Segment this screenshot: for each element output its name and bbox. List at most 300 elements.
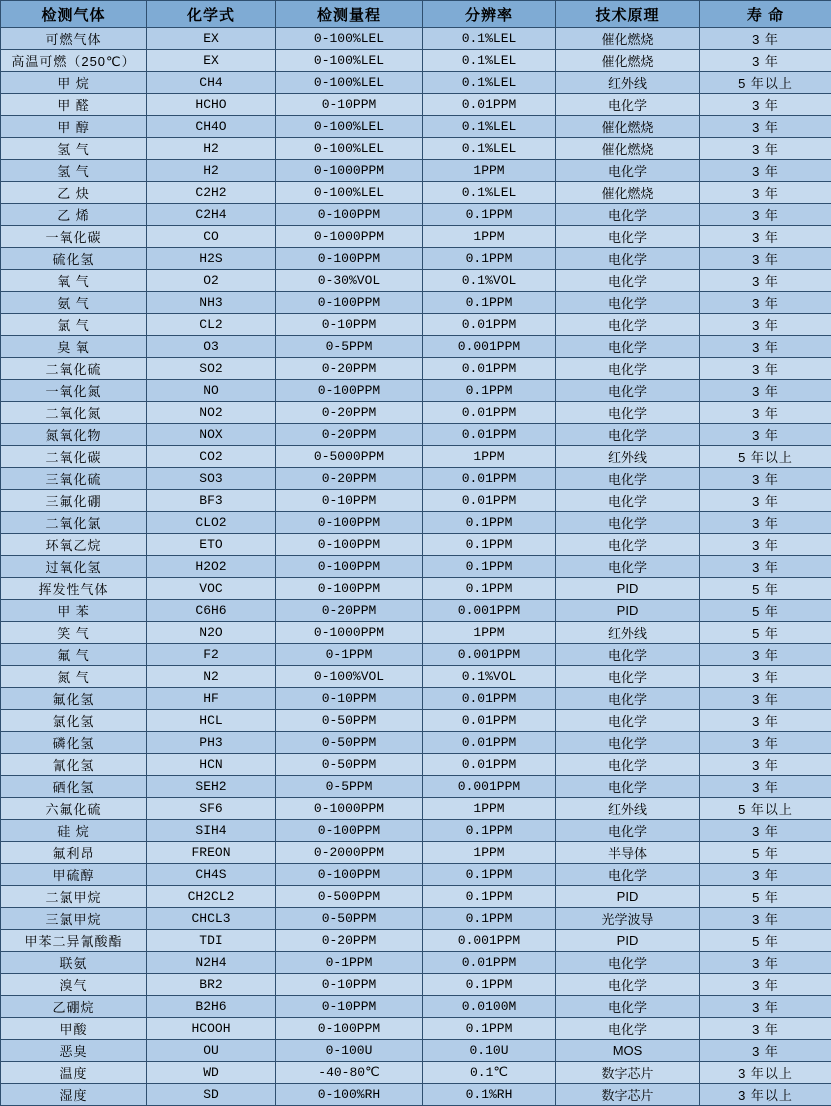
cell-resolution: 0.1PPM (423, 534, 556, 556)
table-row (1, 72, 831, 94)
table-body (1, 28, 831, 1106)
cell-range: 0-1PPM (276, 952, 423, 974)
cell-range: 0-20PPM (276, 402, 423, 424)
cell-principle: MOS (556, 1040, 700, 1062)
cell-lifetime: 5 年以上 (700, 446, 831, 468)
table-row (1, 314, 831, 336)
cell-gas: 溴气 (1, 974, 147, 996)
cell-gas: 氢 气 (1, 138, 147, 160)
cell-principle: 电化学 (556, 974, 700, 996)
cell-principle: 红外线 (556, 446, 700, 468)
cell-lifetime: 3 年 (700, 908, 831, 930)
cell-formula: CH4S (147, 864, 276, 886)
cell-formula: C2H2 (147, 182, 276, 204)
cell-formula: H2S (147, 248, 276, 270)
cell-lifetime: 3 年 (700, 270, 831, 292)
cell-range: 0-100%LEL (276, 116, 423, 138)
cell-gas: 二氧化氯 (1, 512, 147, 534)
table-row (1, 710, 831, 732)
cell-lifetime: 3 年 (700, 974, 831, 996)
table-row (1, 842, 831, 864)
cell-formula: HCL (147, 710, 276, 732)
table-row (1, 424, 831, 446)
cell-resolution: 0.1%LEL (423, 138, 556, 160)
cell-formula: B2H6 (147, 996, 276, 1018)
cell-principle: 电化学 (556, 952, 700, 974)
cell-range: 0-100%LEL (276, 138, 423, 160)
cell-formula: WD (147, 1062, 276, 1084)
cell-principle: 电化学 (556, 996, 700, 1018)
cell-gas: 氢 气 (1, 160, 147, 182)
cell-formula: SO3 (147, 468, 276, 490)
cell-formula: CH2CL2 (147, 886, 276, 908)
cell-gas: 甲硫醇 (1, 864, 147, 886)
cell-range: 0-100PPM (276, 248, 423, 270)
cell-gas: 三氟化硼 (1, 490, 147, 512)
cell-resolution: 0.1%LEL (423, 50, 556, 72)
cell-range: 0-10PPM (276, 974, 423, 996)
cell-gas: 笑 气 (1, 622, 147, 644)
cell-gas: 甲 烷 (1, 72, 147, 94)
cell-lifetime: 3 年 (700, 402, 831, 424)
cell-lifetime: 3 年 (700, 380, 831, 402)
cell-gas: 六氟化硫 (1, 798, 147, 820)
cell-range: 0-5000PPM (276, 446, 423, 468)
cell-resolution: 0.001PPM (423, 776, 556, 798)
cell-lifetime: 3 年 (700, 952, 831, 974)
cell-resolution: 0.1%LEL (423, 72, 556, 94)
cell-gas: 硅 烷 (1, 820, 147, 842)
cell-gas: 臭 氧 (1, 336, 147, 358)
cell-formula: CH4O (147, 116, 276, 138)
table-row (1, 28, 831, 50)
cell-gas: 甲 苯 (1, 600, 147, 622)
cell-resolution: 1PPM (423, 226, 556, 248)
cell-formula: SF6 (147, 798, 276, 820)
table-row (1, 1040, 831, 1062)
cell-range: 0-2000PPM (276, 842, 423, 864)
cell-gas: 氨 气 (1, 292, 147, 314)
cell-principle: 电化学 (556, 94, 700, 116)
cell-principle: 电化学 (556, 160, 700, 182)
cell-formula: SEH2 (147, 776, 276, 798)
cell-resolution: 0.1PPM (423, 864, 556, 886)
cell-formula: H2O2 (147, 556, 276, 578)
cell-gas: 二氯甲烷 (1, 886, 147, 908)
table-header (1, 1, 831, 28)
cell-gas: 恶臭 (1, 1040, 147, 1062)
cell-range: 0-100PPM (276, 556, 423, 578)
table-row (1, 644, 831, 666)
cell-formula: NOX (147, 424, 276, 446)
cell-lifetime: 3 年 (700, 314, 831, 336)
table-row (1, 622, 831, 644)
cell-lifetime: 5 年以上 (700, 72, 831, 94)
cell-formula: C6H6 (147, 600, 276, 622)
cell-formula: NH3 (147, 292, 276, 314)
cell-principle: 电化学 (556, 864, 700, 886)
cell-formula: C2H4 (147, 204, 276, 226)
cell-gas: 高温可燃（250℃） (1, 50, 147, 72)
table-row (1, 776, 831, 798)
cell-resolution: 0.01PPM (423, 314, 556, 336)
cell-formula: ETO (147, 534, 276, 556)
cell-range: 0-50PPM (276, 754, 423, 776)
cell-principle: PID (556, 600, 700, 622)
cell-range: 0-20PPM (276, 424, 423, 446)
cell-principle: 光学波导 (556, 908, 700, 930)
table-row (1, 974, 831, 996)
cell-gas: 甲苯二异氰酸酯 (1, 930, 147, 952)
cell-principle: PID (556, 930, 700, 952)
cell-formula: F2 (147, 644, 276, 666)
cell-resolution: 0.01PPM (423, 688, 556, 710)
cell-formula: VOC (147, 578, 276, 600)
table-row (1, 666, 831, 688)
cell-resolution: 0.10U (423, 1040, 556, 1062)
cell-formula: BF3 (147, 490, 276, 512)
cell-principle: 电化学 (556, 402, 700, 424)
cell-formula: EX (147, 28, 276, 50)
cell-range: 0-50PPM (276, 908, 423, 930)
cell-resolution: 0.1PPM (423, 248, 556, 270)
table-row (1, 556, 831, 578)
cell-lifetime: 3 年 (700, 248, 831, 270)
cell-principle: 半导体 (556, 842, 700, 864)
table-row (1, 226, 831, 248)
table-row (1, 952, 831, 974)
cell-resolution: 0.1PPM (423, 380, 556, 402)
cell-resolution: 0.1%RH (423, 1084, 556, 1106)
cell-formula: CLO2 (147, 512, 276, 534)
cell-lifetime: 3 年 (700, 94, 831, 116)
cell-formula: N2O (147, 622, 276, 644)
cell-lifetime: 3 年 (700, 710, 831, 732)
cell-lifetime: 5 年以上 (700, 798, 831, 820)
cell-range: 0-100%LEL (276, 28, 423, 50)
cell-principle: 催化燃烧 (556, 138, 700, 160)
cell-resolution: 0.01PPM (423, 710, 556, 732)
table-row (1, 490, 831, 512)
cell-range: 0-1000PPM (276, 622, 423, 644)
cell-range: 0-100%LEL (276, 182, 423, 204)
cell-principle: 电化学 (556, 666, 700, 688)
cell-range: 0-10PPM (276, 94, 423, 116)
cell-gas: 二氧化硫 (1, 358, 147, 380)
cell-formula: HCHO (147, 94, 276, 116)
cell-resolution: 1PPM (423, 622, 556, 644)
cell-principle: 电化学 (556, 204, 700, 226)
cell-resolution: 0.1PPM (423, 820, 556, 842)
cell-gas: 氮氧化物 (1, 424, 147, 446)
cell-formula: BR2 (147, 974, 276, 996)
cell-range: 0-100PPM (276, 820, 423, 842)
cell-lifetime: 3 年 (700, 732, 831, 754)
cell-gas: 氟 气 (1, 644, 147, 666)
table-row (1, 908, 831, 930)
cell-principle: 电化学 (556, 710, 700, 732)
cell-formula: HF (147, 688, 276, 710)
cell-range: 0-20PPM (276, 468, 423, 490)
table-row (1, 996, 831, 1018)
cell-range: 0-5PPM (276, 776, 423, 798)
cell-lifetime: 5 年 (700, 930, 831, 952)
cell-resolution: 0.001PPM (423, 930, 556, 952)
cell-lifetime: 5 年 (700, 622, 831, 644)
cell-lifetime: 3 年 (700, 644, 831, 666)
cell-resolution: 0.001PPM (423, 336, 556, 358)
table-header-row (1, 1, 831, 28)
table-row (1, 600, 831, 622)
cell-lifetime: 3 年以上 (700, 1062, 831, 1084)
cell-principle: 电化学 (556, 556, 700, 578)
cell-range: 0-1000PPM (276, 160, 423, 182)
cell-principle: 电化学 (556, 820, 700, 842)
cell-gas: 湿度 (1, 1084, 147, 1106)
cell-resolution: 0.0100M (423, 996, 556, 1018)
cell-range: 0-20PPM (276, 930, 423, 952)
table-row (1, 798, 831, 820)
cell-resolution: 1PPM (423, 160, 556, 182)
table-row (1, 930, 831, 952)
cell-lifetime: 3 年 (700, 424, 831, 446)
cell-lifetime: 3 年 (700, 138, 831, 160)
cell-range: 0-50PPM (276, 710, 423, 732)
cell-lifetime: 3 年 (700, 996, 831, 1018)
cell-resolution: 0.1%LEL (423, 28, 556, 50)
table-row (1, 820, 831, 842)
cell-gas: 一氧化氮 (1, 380, 147, 402)
cell-principle: 电化学 (556, 314, 700, 336)
cell-lifetime: 3 年 (700, 204, 831, 226)
cell-lifetime: 5 年 (700, 842, 831, 864)
table-row (1, 50, 831, 72)
table-row (1, 336, 831, 358)
table-row (1, 182, 831, 204)
table-row (1, 512, 831, 534)
cell-resolution: 0.1PPM (423, 908, 556, 930)
cell-range: 0-100U (276, 1040, 423, 1062)
cell-gas: 二氧化碳 (1, 446, 147, 468)
cell-range: -40-80℃ (276, 1062, 423, 1084)
cell-range: 0-100PPM (276, 578, 423, 600)
column-header-formula: 化学式 (147, 1, 276, 28)
cell-range: 0-10PPM (276, 490, 423, 512)
cell-formula: PH3 (147, 732, 276, 754)
cell-resolution: 0.01PPM (423, 952, 556, 974)
cell-resolution: 1PPM (423, 798, 556, 820)
cell-gas: 甲 醇 (1, 116, 147, 138)
table-row (1, 248, 831, 270)
cell-principle: 电化学 (556, 292, 700, 314)
cell-range: 0-10PPM (276, 996, 423, 1018)
cell-resolution: 0.1PPM (423, 886, 556, 908)
cell-lifetime: 3 年 (700, 490, 831, 512)
cell-gas: 联氨 (1, 952, 147, 974)
cell-gas: 过氧化氢 (1, 556, 147, 578)
cell-gas: 氯化氢 (1, 710, 147, 732)
cell-principle: 电化学 (556, 688, 700, 710)
cell-resolution: 0.01PPM (423, 358, 556, 380)
cell-range: 0-100%LEL (276, 72, 423, 94)
cell-principle: 电化学 (556, 776, 700, 798)
cell-resolution: 0.1PPM (423, 204, 556, 226)
cell-range: 0-100%LEL (276, 50, 423, 72)
cell-principle: 催化燃烧 (556, 50, 700, 72)
cell-formula: N2H4 (147, 952, 276, 974)
cell-lifetime: 5 年 (700, 578, 831, 600)
table-row (1, 116, 831, 138)
column-header-range: 检测量程 (276, 1, 423, 28)
cell-lifetime: 3 年 (700, 358, 831, 380)
cell-resolution: 0.1%VOL (423, 270, 556, 292)
cell-gas: 一氧化碳 (1, 226, 147, 248)
cell-principle: 催化燃烧 (556, 182, 700, 204)
cell-resolution: 1PPM (423, 446, 556, 468)
cell-gas: 乙 烯 (1, 204, 147, 226)
cell-formula: OU (147, 1040, 276, 1062)
cell-formula: EX (147, 50, 276, 72)
cell-formula: SIH4 (147, 820, 276, 842)
cell-gas: 氯 气 (1, 314, 147, 336)
cell-lifetime: 3 年 (700, 556, 831, 578)
cell-principle: 电化学 (556, 468, 700, 490)
cell-gas: 硒化氢 (1, 776, 147, 798)
cell-principle: 电化学 (556, 270, 700, 292)
cell-principle: 电化学 (556, 336, 700, 358)
cell-lifetime: 3 年 (700, 160, 831, 182)
cell-range: 0-1000PPM (276, 798, 423, 820)
cell-formula: CO2 (147, 446, 276, 468)
table-row (1, 578, 831, 600)
cell-resolution: 0.01PPM (423, 402, 556, 424)
cell-gas: 乙 炔 (1, 182, 147, 204)
cell-formula: O2 (147, 270, 276, 292)
cell-resolution: 0.1%LEL (423, 116, 556, 138)
cell-range: 0-100PPM (276, 1018, 423, 1040)
cell-principle: 电化学 (556, 490, 700, 512)
cell-formula: NO2 (147, 402, 276, 424)
cell-principle: 数字芯片 (556, 1084, 700, 1106)
cell-formula: SO2 (147, 358, 276, 380)
cell-gas: 氰化氢 (1, 754, 147, 776)
cell-formula: CH4 (147, 72, 276, 94)
cell-range: 0-10PPM (276, 688, 423, 710)
cell-resolution: 0.1%LEL (423, 182, 556, 204)
table-row (1, 270, 831, 292)
table-row (1, 468, 831, 490)
cell-principle: 催化燃烧 (556, 28, 700, 50)
cell-lifetime: 5 年 (700, 886, 831, 908)
cell-resolution: 0.1PPM (423, 292, 556, 314)
table-row (1, 204, 831, 226)
cell-lifetime: 3 年 (700, 754, 831, 776)
table-row (1, 688, 831, 710)
cell-lifetime: 3 年 (700, 666, 831, 688)
cell-formula: CL2 (147, 314, 276, 336)
cell-range: 0-100PPM (276, 512, 423, 534)
cell-principle: 红外线 (556, 622, 700, 644)
cell-resolution: 0.1PPM (423, 578, 556, 600)
cell-range: 0-30%VOL (276, 270, 423, 292)
cell-lifetime: 3 年 (700, 534, 831, 556)
cell-lifetime: 3 年 (700, 182, 831, 204)
cell-gas: 可燃气体 (1, 28, 147, 50)
cell-gas: 三氧化硫 (1, 468, 147, 490)
table-row (1, 886, 831, 908)
cell-resolution: 0.1PPM (423, 1018, 556, 1040)
cell-range: 0-100%VOL (276, 666, 423, 688)
cell-range: 0-500PPM (276, 886, 423, 908)
table-row (1, 358, 831, 380)
cell-principle: 电化学 (556, 358, 700, 380)
cell-resolution: 0.01PPM (423, 424, 556, 446)
cell-resolution: 0.1PPM (423, 556, 556, 578)
column-header-lifetime: 寿 命 (700, 1, 831, 28)
cell-range: 0-20PPM (276, 358, 423, 380)
column-header-gas: 检测气体 (1, 1, 147, 28)
cell-gas: 三氯甲烷 (1, 908, 147, 930)
cell-resolution: 0.01PPM (423, 754, 556, 776)
cell-formula: H2 (147, 138, 276, 160)
cell-resolution: 0.01PPM (423, 468, 556, 490)
cell-lifetime: 3 年 (700, 226, 831, 248)
cell-principle: 电化学 (556, 248, 700, 270)
table-row (1, 292, 831, 314)
cell-lifetime: 3 年 (700, 864, 831, 886)
cell-gas: 甲 醛 (1, 94, 147, 116)
cell-range: 0-50PPM (276, 732, 423, 754)
cell-formula: CHCL3 (147, 908, 276, 930)
cell-resolution: 0.1PPM (423, 974, 556, 996)
table-row (1, 160, 831, 182)
table-row (1, 1062, 831, 1084)
cell-gas: 二氧化氮 (1, 402, 147, 424)
table-row (1, 380, 831, 402)
cell-gas: 乙硼烷 (1, 996, 147, 1018)
cell-resolution: 0.001PPM (423, 600, 556, 622)
cell-gas: 氮 气 (1, 666, 147, 688)
cell-range: 0-1000PPM (276, 226, 423, 248)
cell-range: 0-100PPM (276, 534, 423, 556)
cell-formula: CO (147, 226, 276, 248)
cell-lifetime: 3 年 (700, 776, 831, 798)
cell-lifetime: 3 年 (700, 512, 831, 534)
cell-gas: 硫化氢 (1, 248, 147, 270)
cell-gas: 甲酸 (1, 1018, 147, 1040)
table-row (1, 446, 831, 468)
cell-gas: 环氧乙烷 (1, 534, 147, 556)
cell-lifetime: 3 年 (700, 1040, 831, 1062)
cell-gas: 氟化氢 (1, 688, 147, 710)
cell-principle: 电化学 (556, 512, 700, 534)
cell-formula: O3 (147, 336, 276, 358)
cell-range: 0-100%RH (276, 1084, 423, 1106)
cell-lifetime: 3 年 (700, 468, 831, 490)
cell-principle: PID (556, 886, 700, 908)
cell-lifetime: 3 年 (700, 336, 831, 358)
cell-range: 0-5PPM (276, 336, 423, 358)
cell-principle: 电化学 (556, 424, 700, 446)
cell-range: 0-1PPM (276, 644, 423, 666)
table-row (1, 864, 831, 886)
cell-gas: 挥发性气体 (1, 578, 147, 600)
cell-principle: 电化学 (556, 754, 700, 776)
cell-formula: NO (147, 380, 276, 402)
cell-range: 0-100PPM (276, 204, 423, 226)
cell-principle: 催化燃烧 (556, 116, 700, 138)
cell-range: 0-100PPM (276, 864, 423, 886)
